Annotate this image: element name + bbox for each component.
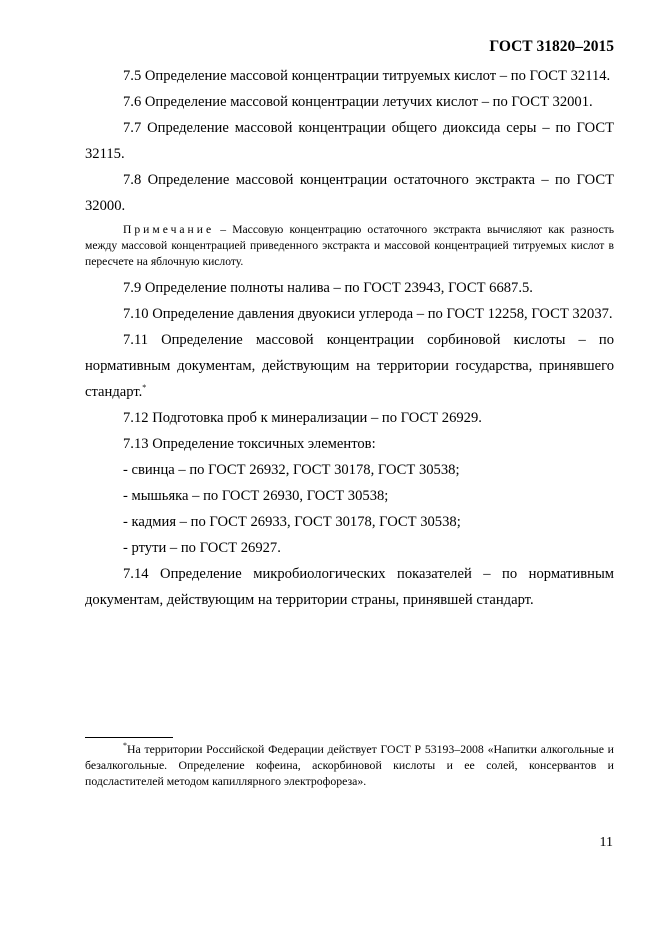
paragraph-7-11	[85, 327, 614, 405]
page-number: 11	[599, 835, 613, 850]
footnote-reference[interactable]: *	[142, 383, 147, 393]
footnote-separator	[85, 737, 173, 738]
footnote	[85, 741, 614, 789]
note	[85, 222, 614, 270]
document-header: ГОСТ 31820–2015	[489, 38, 614, 55]
paragraph-7-14: 7.14 Определение микробиологических показателей – по нормативным документам, действующим на территории страны, принявшей стандарт.	[85, 566, 614, 608]
footnote-mark: *	[123, 741, 127, 751]
footnote-text: На территории Российской Федерации действует ГОСТ Р 53193–2008 «Напитки алкогольные и безалкогольные. Определение кофеина, аскорбиновой кислоты и ее солей, консервантов и подсластителей методом капиллярного электрофореза».	[85, 742, 614, 788]
paragraph-7-7: 7.7 Определение массовой концентрации общего диоксида серы – по ГОСТ 32115.	[85, 120, 614, 162]
paragraph-7-8: 7.8 Определение массовой концентрации остаточного экстракта – по ГОСТ 32000.	[85, 172, 614, 214]
note-label: Примечание	[123, 223, 215, 236]
list-item-cadmium: - кадмия – по ГОСТ 26933, ГОСТ 30178, ГОСТ 30538;	[123, 514, 461, 530]
list-item-mercury: - ртути – по ГОСТ 26927.	[123, 540, 281, 556]
note-text: – Массовую концентрацию остаточного экстракта вычисляют как разность между массовой концентрацией приведенного экстракта и массовой концентрацией титруемых кислот в пересчете на яблочную кислоту.	[85, 223, 614, 268]
list-item-lead: - свинца – по ГОСТ 26932, ГОСТ 30178, ГОСТ 30538;	[123, 462, 460, 478]
paragraph-7-12: 7.12 Подготовка проб к минерализации – по ГОСТ 26929.	[123, 410, 482, 426]
paragraph-7-10: 7.10 Определение давления двуокиси углерода – по ГОСТ 12258, ГОСТ 32037.	[123, 306, 613, 322]
paragraph-7-11-text: 7.11 Определение массовой концентрации сорбиновой кислоты – по нормативным документам, действующим на территории государства, принявшего стандарт.	[85, 332, 614, 400]
list-item-arsenic: - мышьяка – по ГОСТ 26930, ГОСТ 30538;	[123, 488, 389, 504]
document-body	[85, 63, 614, 613]
paragraph-7-13: 7.13 Определение токсичных элементов:	[123, 436, 376, 452]
paragraph-7-5: 7.5 Определение массовой концентрации титруемых кислот – по ГОСТ 32114.	[123, 68, 611, 84]
paragraph-7-9: 7.9 Определение полноты налива – по ГОСТ 23943, ГОСТ 6687.5.	[123, 280, 533, 296]
paragraph-7-6: 7.6 Определение массовой концентрации летучих кислот – по ГОСТ 32001.	[123, 94, 593, 110]
